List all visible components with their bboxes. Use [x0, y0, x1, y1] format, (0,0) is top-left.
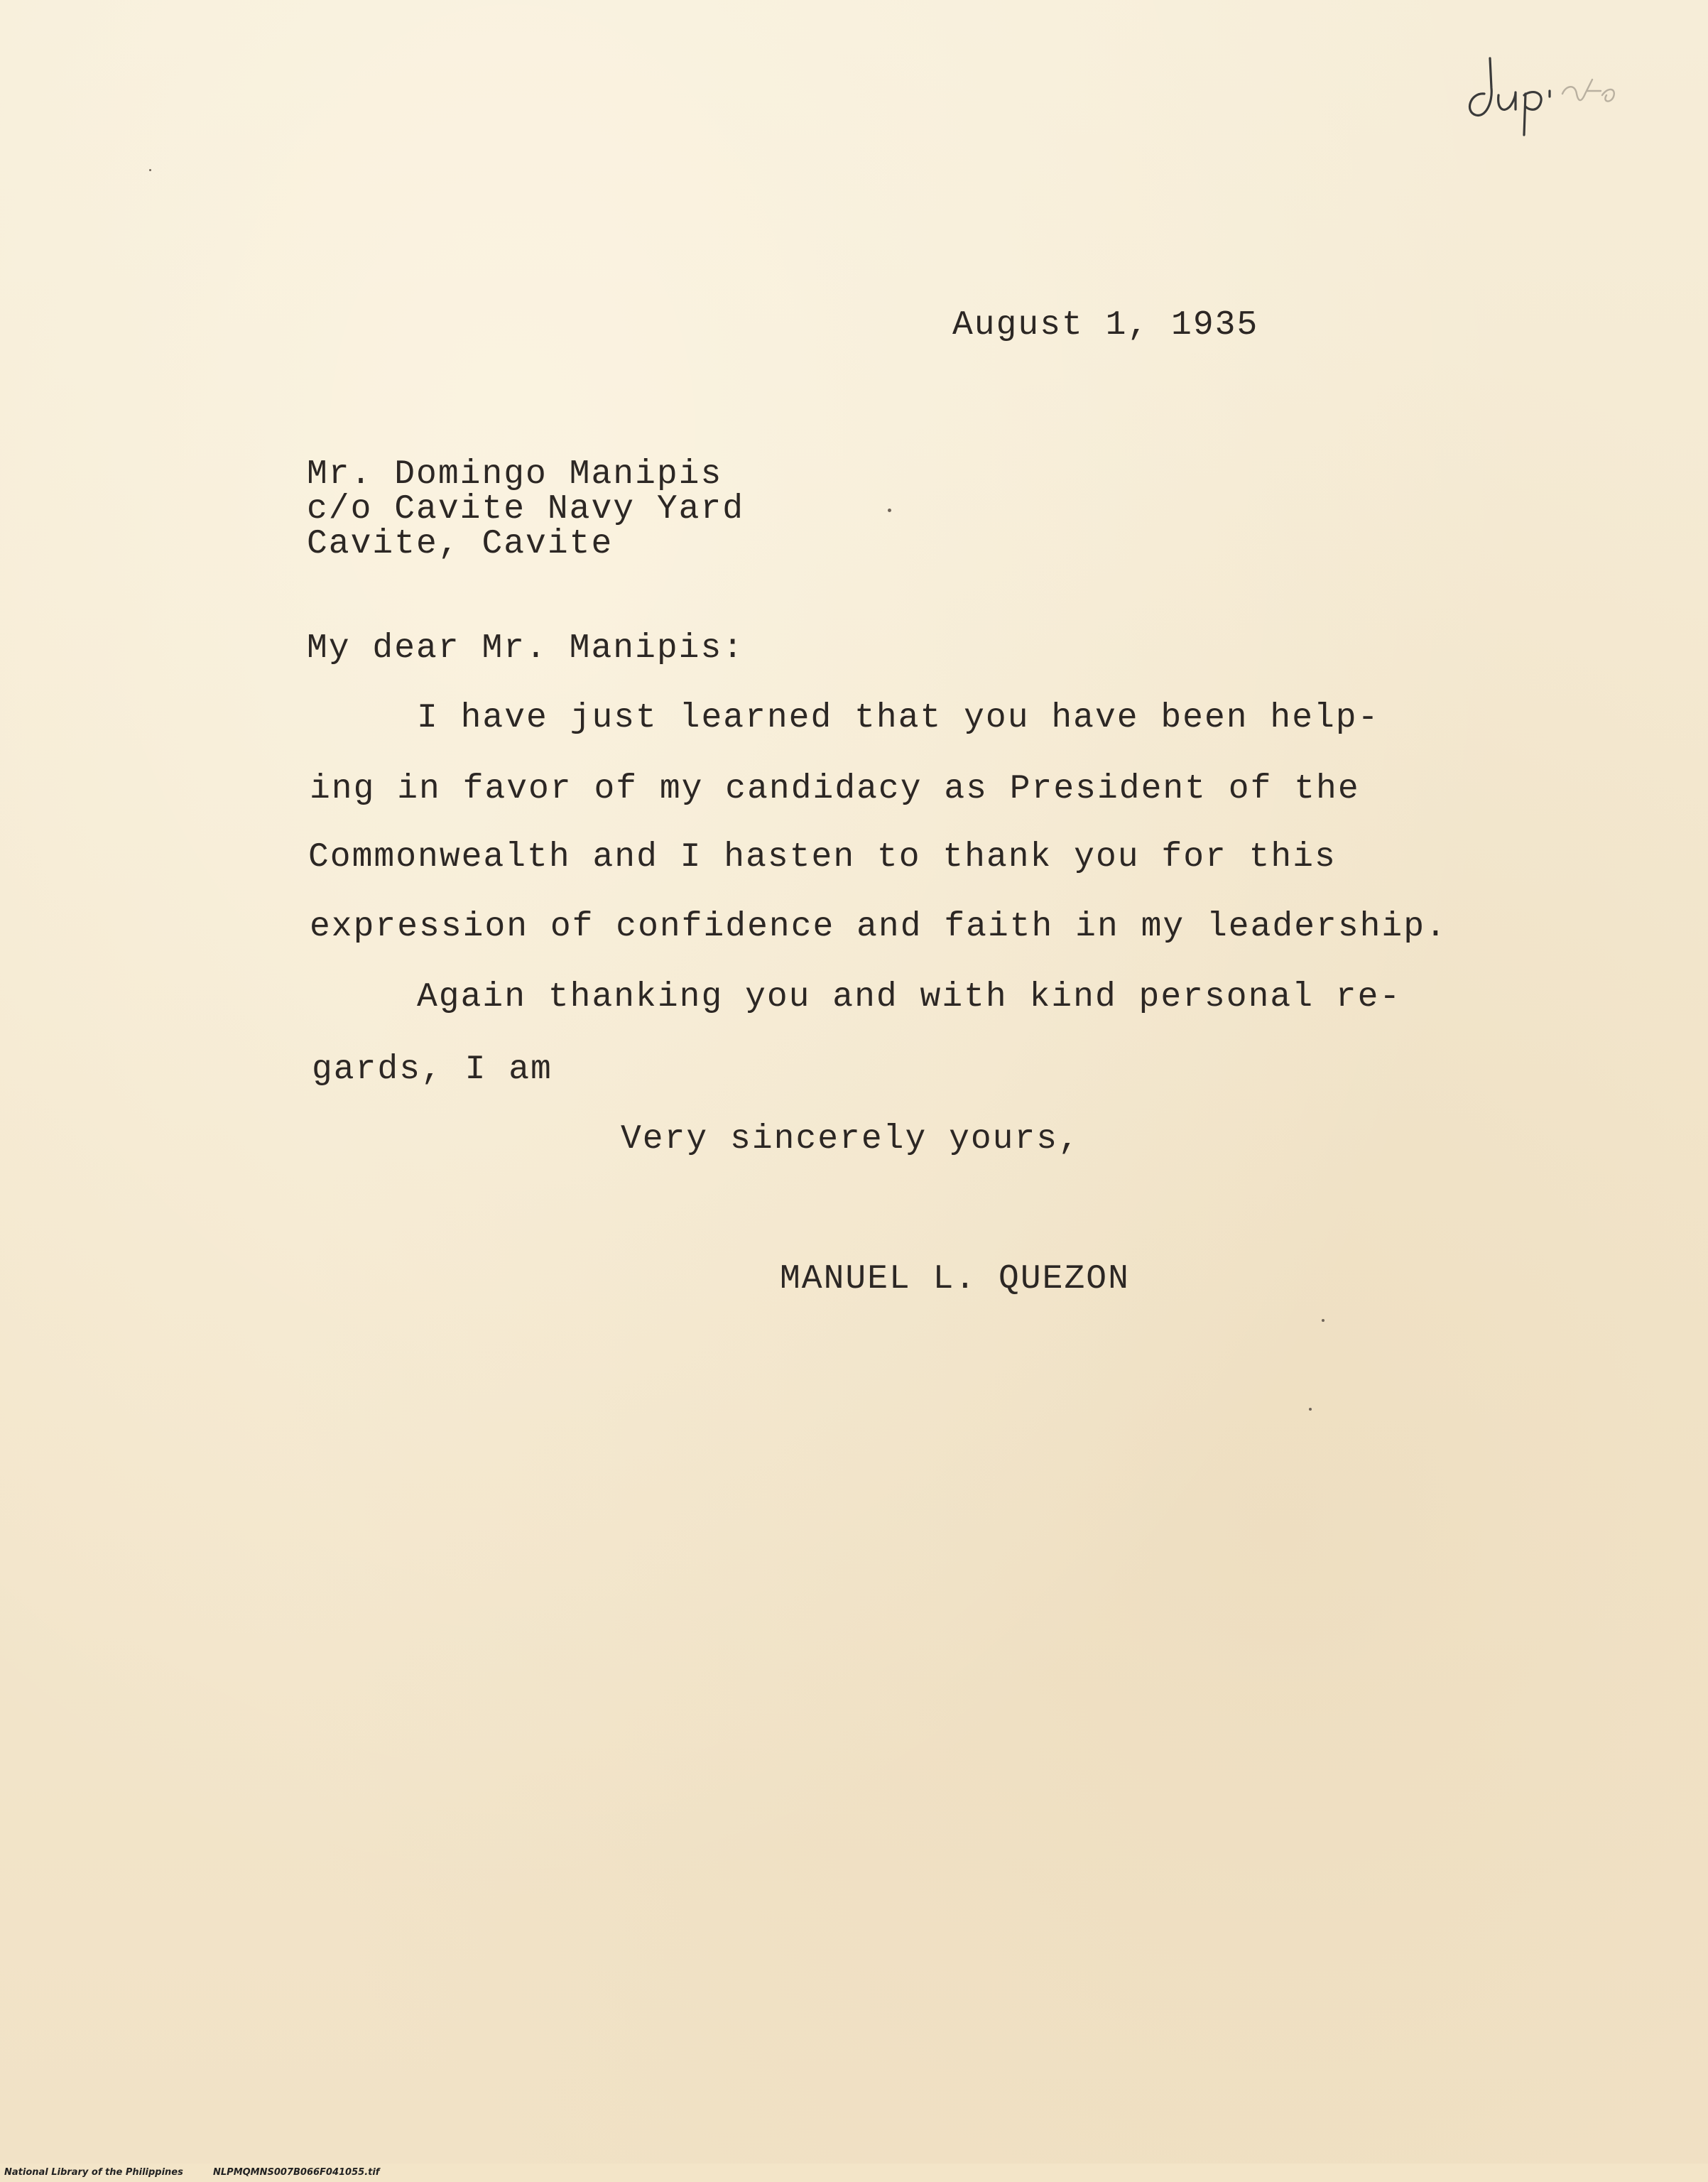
paper-speck	[1322, 1319, 1324, 1322]
closing: Very sincerely yours,	[621, 1120, 1080, 1158]
handwritten-duplicate-annotation	[1456, 44, 1641, 151]
recipient-address-line-2: Cavite, Cavite	[307, 525, 614, 563]
recipient-address-line-1: c/o Cavite Navy Yard	[307, 490, 745, 528]
body-line: Commonwealth and I hasten to thank you for this	[308, 838, 1337, 876]
body-line: expression of confidence and faith in my leadership.	[310, 908, 1447, 946]
scan-footer	[0, 2164, 1708, 2182]
handwriting-drawing	[1456, 44, 1641, 151]
salutation: My dear Mr. Manipis:	[307, 629, 745, 668]
body-line: I have just learned that you have been help-	[417, 699, 1380, 737]
signature-typed-name: MANUEL L. QUEZON	[780, 1260, 1130, 1298]
paper-speck	[1309, 1408, 1312, 1411]
body-line: ing in favor of my candidacy as President of the	[310, 770, 1360, 808]
footer-library-name: National Library of the Philippines	[4, 2167, 183, 2178]
letter-date: August 1, 1935	[952, 306, 1259, 344]
paper-speck	[888, 509, 891, 512]
body-line: Again thanking you and with kind personal re-	[417, 978, 1402, 1016]
footer-file-id: NLPMQMNS007B066F041055.tif	[213, 2167, 380, 2178]
paper-speck	[149, 169, 151, 171]
recipient-name: Mr. Domingo Manipis	[307, 455, 723, 494]
body-line: gards, I am	[312, 1051, 553, 1089]
